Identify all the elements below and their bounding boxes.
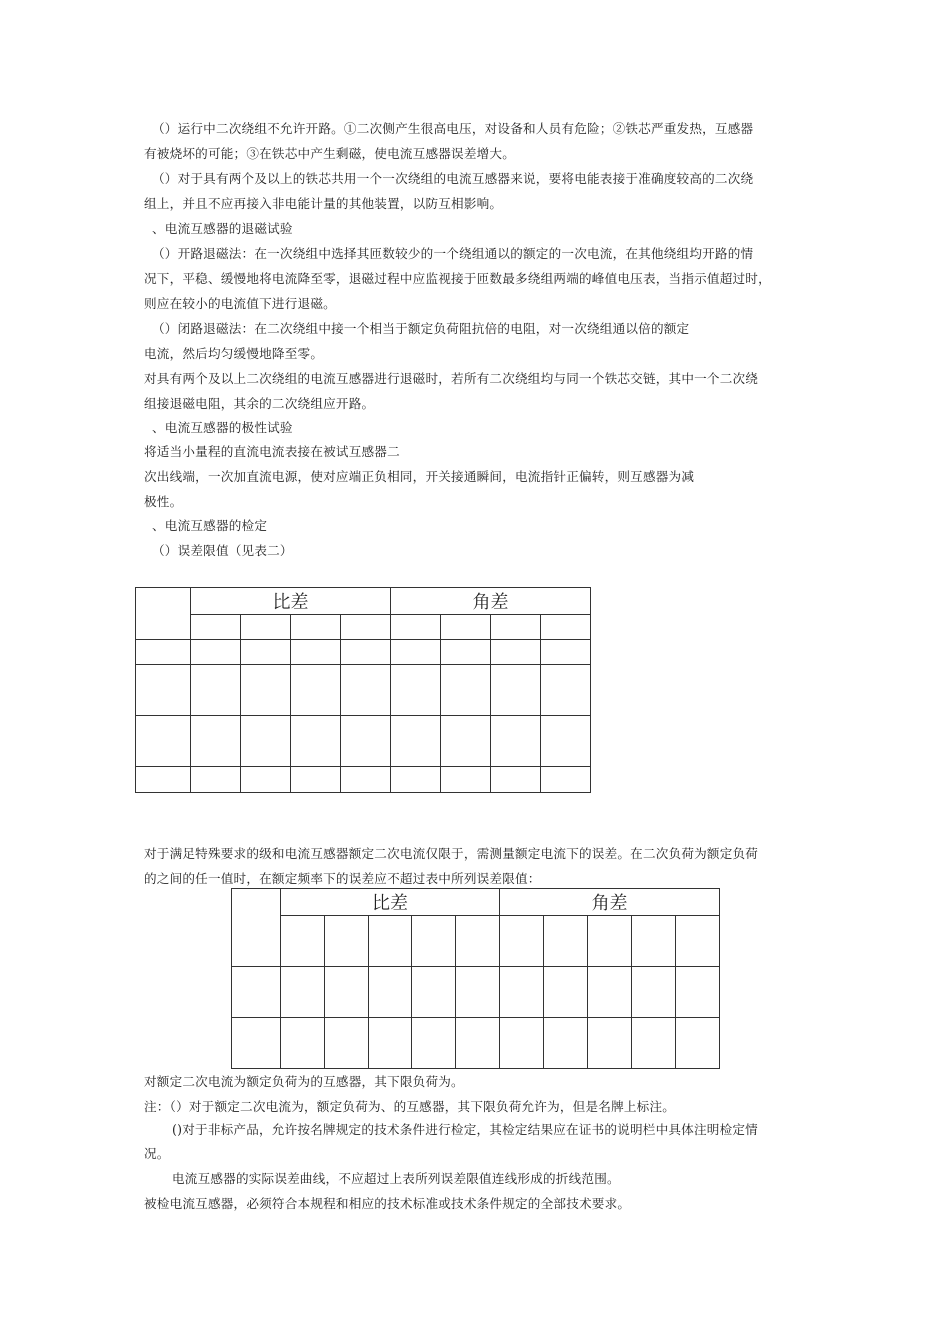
table-cell bbox=[291, 615, 341, 640]
table-cell bbox=[441, 665, 491, 716]
section-heading: 、电流互感器的退磁试验 bbox=[152, 221, 293, 236]
note-line: ()对于非标产品，允许按名牌规定的技术条件进行检定，其检定结果应在证书的说明栏中具体注明检定情 bbox=[172, 1122, 758, 1137]
paragraph-line: 则应在较小的电流值下进行退磁。 bbox=[144, 296, 336, 311]
table-cell bbox=[676, 967, 720, 1018]
table-cell bbox=[325, 1018, 369, 1069]
table-cell bbox=[341, 716, 391, 767]
table-cell bbox=[500, 967, 544, 1018]
table-cell bbox=[136, 767, 191, 793]
table-cell bbox=[281, 967, 325, 1018]
table-cell bbox=[391, 665, 441, 716]
table-cell bbox=[544, 1018, 588, 1069]
table-cell bbox=[241, 716, 291, 767]
table-cell bbox=[441, 716, 491, 767]
table-cell bbox=[241, 665, 291, 716]
error-limit-table-1 bbox=[135, 587, 591, 793]
table-cell bbox=[491, 615, 541, 640]
table-cell bbox=[232, 889, 281, 967]
table-cell bbox=[500, 916, 544, 967]
table-cell bbox=[136, 588, 191, 640]
table-cell bbox=[136, 640, 191, 665]
table-cell bbox=[500, 1018, 544, 1069]
paragraph-line: 次出线端，一次加直流电源，使对应端正负相同，开关接通瞬间，电流指针正偏转，则互感器为减 bbox=[144, 469, 695, 484]
table-cell bbox=[241, 640, 291, 665]
table-cell bbox=[588, 916, 632, 967]
paragraph-line: （）运行中二次绕组不允许开路。①二次侧产生很高电压，对设备和人员有危险；②铁芯严重发热，互感器 bbox=[152, 121, 754, 136]
table-cell bbox=[632, 916, 676, 967]
paragraph-line: 电流互感器的实际误差曲线，不应超过上表所列误差限值连线形成的折线范围。 bbox=[172, 1171, 620, 1186]
table-cell bbox=[241, 615, 291, 640]
table-cell bbox=[491, 665, 541, 716]
table-cell bbox=[341, 665, 391, 716]
table-cell bbox=[541, 615, 591, 640]
table-cell bbox=[341, 767, 391, 793]
table-cell bbox=[588, 967, 632, 1018]
note-line: 况。 bbox=[144, 1146, 170, 1161]
paragraph-line: （）开路退磁法：在一次绕组中选择其匝数较少的一个绕组通以的额定的一次电流，在其他绕组均开路的情 bbox=[152, 246, 754, 261]
table-cell bbox=[441, 615, 491, 640]
table-cell bbox=[456, 967, 500, 1018]
table-cell bbox=[491, 716, 541, 767]
table-cell bbox=[632, 1018, 676, 1069]
table-cell bbox=[491, 767, 541, 793]
table-cell bbox=[441, 640, 491, 665]
paragraph-line: 有被烧坏的可能；③在铁芯中产生剩磁，使电流互感器误差增大。 bbox=[144, 146, 516, 161]
paragraph-line: 对具有两个及以上二次绕组的电流互感器进行退磁时，若所有二次绕组均与同一个铁芯交链，其中一个二次绕 bbox=[144, 371, 759, 386]
paragraph-line: 对于满足特殊要求的级和电流互感器额定二次电流仅限于，需测量额定电流下的误差。在二次负荷为额定负荷 bbox=[144, 846, 759, 861]
table-cell bbox=[291, 716, 341, 767]
table-cell bbox=[325, 967, 369, 1018]
table-cell bbox=[291, 665, 341, 716]
table-row bbox=[232, 967, 720, 1018]
table-cell bbox=[136, 665, 191, 716]
table-cell bbox=[676, 916, 720, 967]
table-cell bbox=[412, 916, 456, 967]
table-cell bbox=[412, 1018, 456, 1069]
table-cell bbox=[291, 767, 341, 793]
paragraph-line: 被检电流互感器，必须符合本规程和相应的技术标准或技术条件规定的全部技术要求。 bbox=[144, 1196, 631, 1211]
table-cell bbox=[341, 615, 391, 640]
table-cell bbox=[541, 640, 591, 665]
angle-error-header: 角差 bbox=[500, 889, 720, 916]
table-cell bbox=[369, 1018, 412, 1069]
table-cell bbox=[136, 716, 191, 767]
table-cell bbox=[456, 916, 500, 967]
ratio-error-header: 比差 bbox=[191, 588, 391, 615]
table-cell bbox=[281, 1018, 325, 1069]
ratio-error-header: 比差 bbox=[281, 889, 500, 916]
table-cell bbox=[456, 1018, 500, 1069]
table-cell bbox=[232, 1018, 281, 1069]
section-heading: 、电流互感器的极性试验 bbox=[152, 420, 293, 435]
table-cell bbox=[369, 967, 412, 1018]
table-cell bbox=[191, 665, 241, 716]
table-cell bbox=[441, 767, 491, 793]
table-cell bbox=[544, 916, 588, 967]
table-cell bbox=[191, 615, 241, 640]
table-cell bbox=[541, 767, 591, 793]
table-row bbox=[136, 716, 591, 767]
paragraph-line: 的之间的任一值时，在额定频率下的误差应不超过表中所列误差限值： bbox=[144, 871, 541, 886]
table-cell bbox=[281, 916, 325, 967]
table-row bbox=[136, 665, 591, 716]
paragraph-line: 极性。 bbox=[144, 494, 183, 509]
paragraph-line: （）闭路退磁法：在二次绕组中接一个相当于额定负荷阻抗倍的电阻，对一次绕组通以倍的额定 bbox=[152, 321, 690, 336]
table-cell bbox=[341, 640, 391, 665]
table-cell bbox=[391, 640, 441, 665]
paragraph-line: 组上，并且不应再接入非电能计量的其他装置，以防互相影响。 bbox=[144, 196, 503, 211]
table-cell bbox=[391, 615, 441, 640]
note-line: 注：（）对于额定二次电流为，额定负荷为、的互感器，其下限负荷允许为，但是名牌上标注。 bbox=[144, 1099, 676, 1114]
table-cell bbox=[232, 967, 281, 1018]
paragraph-line: 况下，平稳、缓慢地将电流降至零，退磁过程中应监视接于匝数最多绕组两端的峰值电压表，当指示值超过时， bbox=[144, 271, 771, 286]
table-row bbox=[136, 767, 591, 793]
paragraph-line: （）误差限值（见表二） bbox=[152, 543, 293, 558]
table-cell bbox=[412, 967, 456, 1018]
table-cell bbox=[491, 640, 541, 665]
table-cell bbox=[544, 967, 588, 1018]
table-cell bbox=[391, 767, 441, 793]
table-cell bbox=[676, 1018, 720, 1069]
table-cell bbox=[541, 716, 591, 767]
table-cell bbox=[191, 640, 241, 665]
paragraph-line: 组接退磁电阻，其余的二次绕组应开路。 bbox=[144, 396, 375, 411]
table-cell bbox=[391, 716, 441, 767]
table-cell bbox=[291, 640, 341, 665]
table-cell bbox=[325, 916, 369, 967]
table-cell bbox=[241, 767, 291, 793]
paragraph-line: （）对于具有两个及以上的铁芯共用一个一次绕组的电流互感器来说，要将电能表接于准确度较高的二次绕 bbox=[152, 171, 754, 186]
table-cell bbox=[541, 665, 591, 716]
table-row bbox=[136, 640, 591, 665]
error-limit-table-2 bbox=[231, 888, 720, 1069]
angle-error-header: 角差 bbox=[391, 588, 591, 615]
paragraph-line: 将适当小量程的直流电流表接在被试互感器二 bbox=[144, 444, 400, 459]
table-cell bbox=[191, 716, 241, 767]
table-cell bbox=[191, 767, 241, 793]
table-cell bbox=[632, 967, 676, 1018]
section-heading: 、电流互感器的检定 bbox=[152, 518, 268, 533]
table-cell bbox=[588, 1018, 632, 1069]
paragraph-line: 电流，然后均匀缓慢地降至零。 bbox=[144, 346, 324, 361]
table-row bbox=[232, 1018, 720, 1069]
table-cell bbox=[369, 916, 412, 967]
paragraph-line: 对额定二次电流为额定负荷为的互感器，其下限负荷为。 bbox=[144, 1074, 464, 1089]
